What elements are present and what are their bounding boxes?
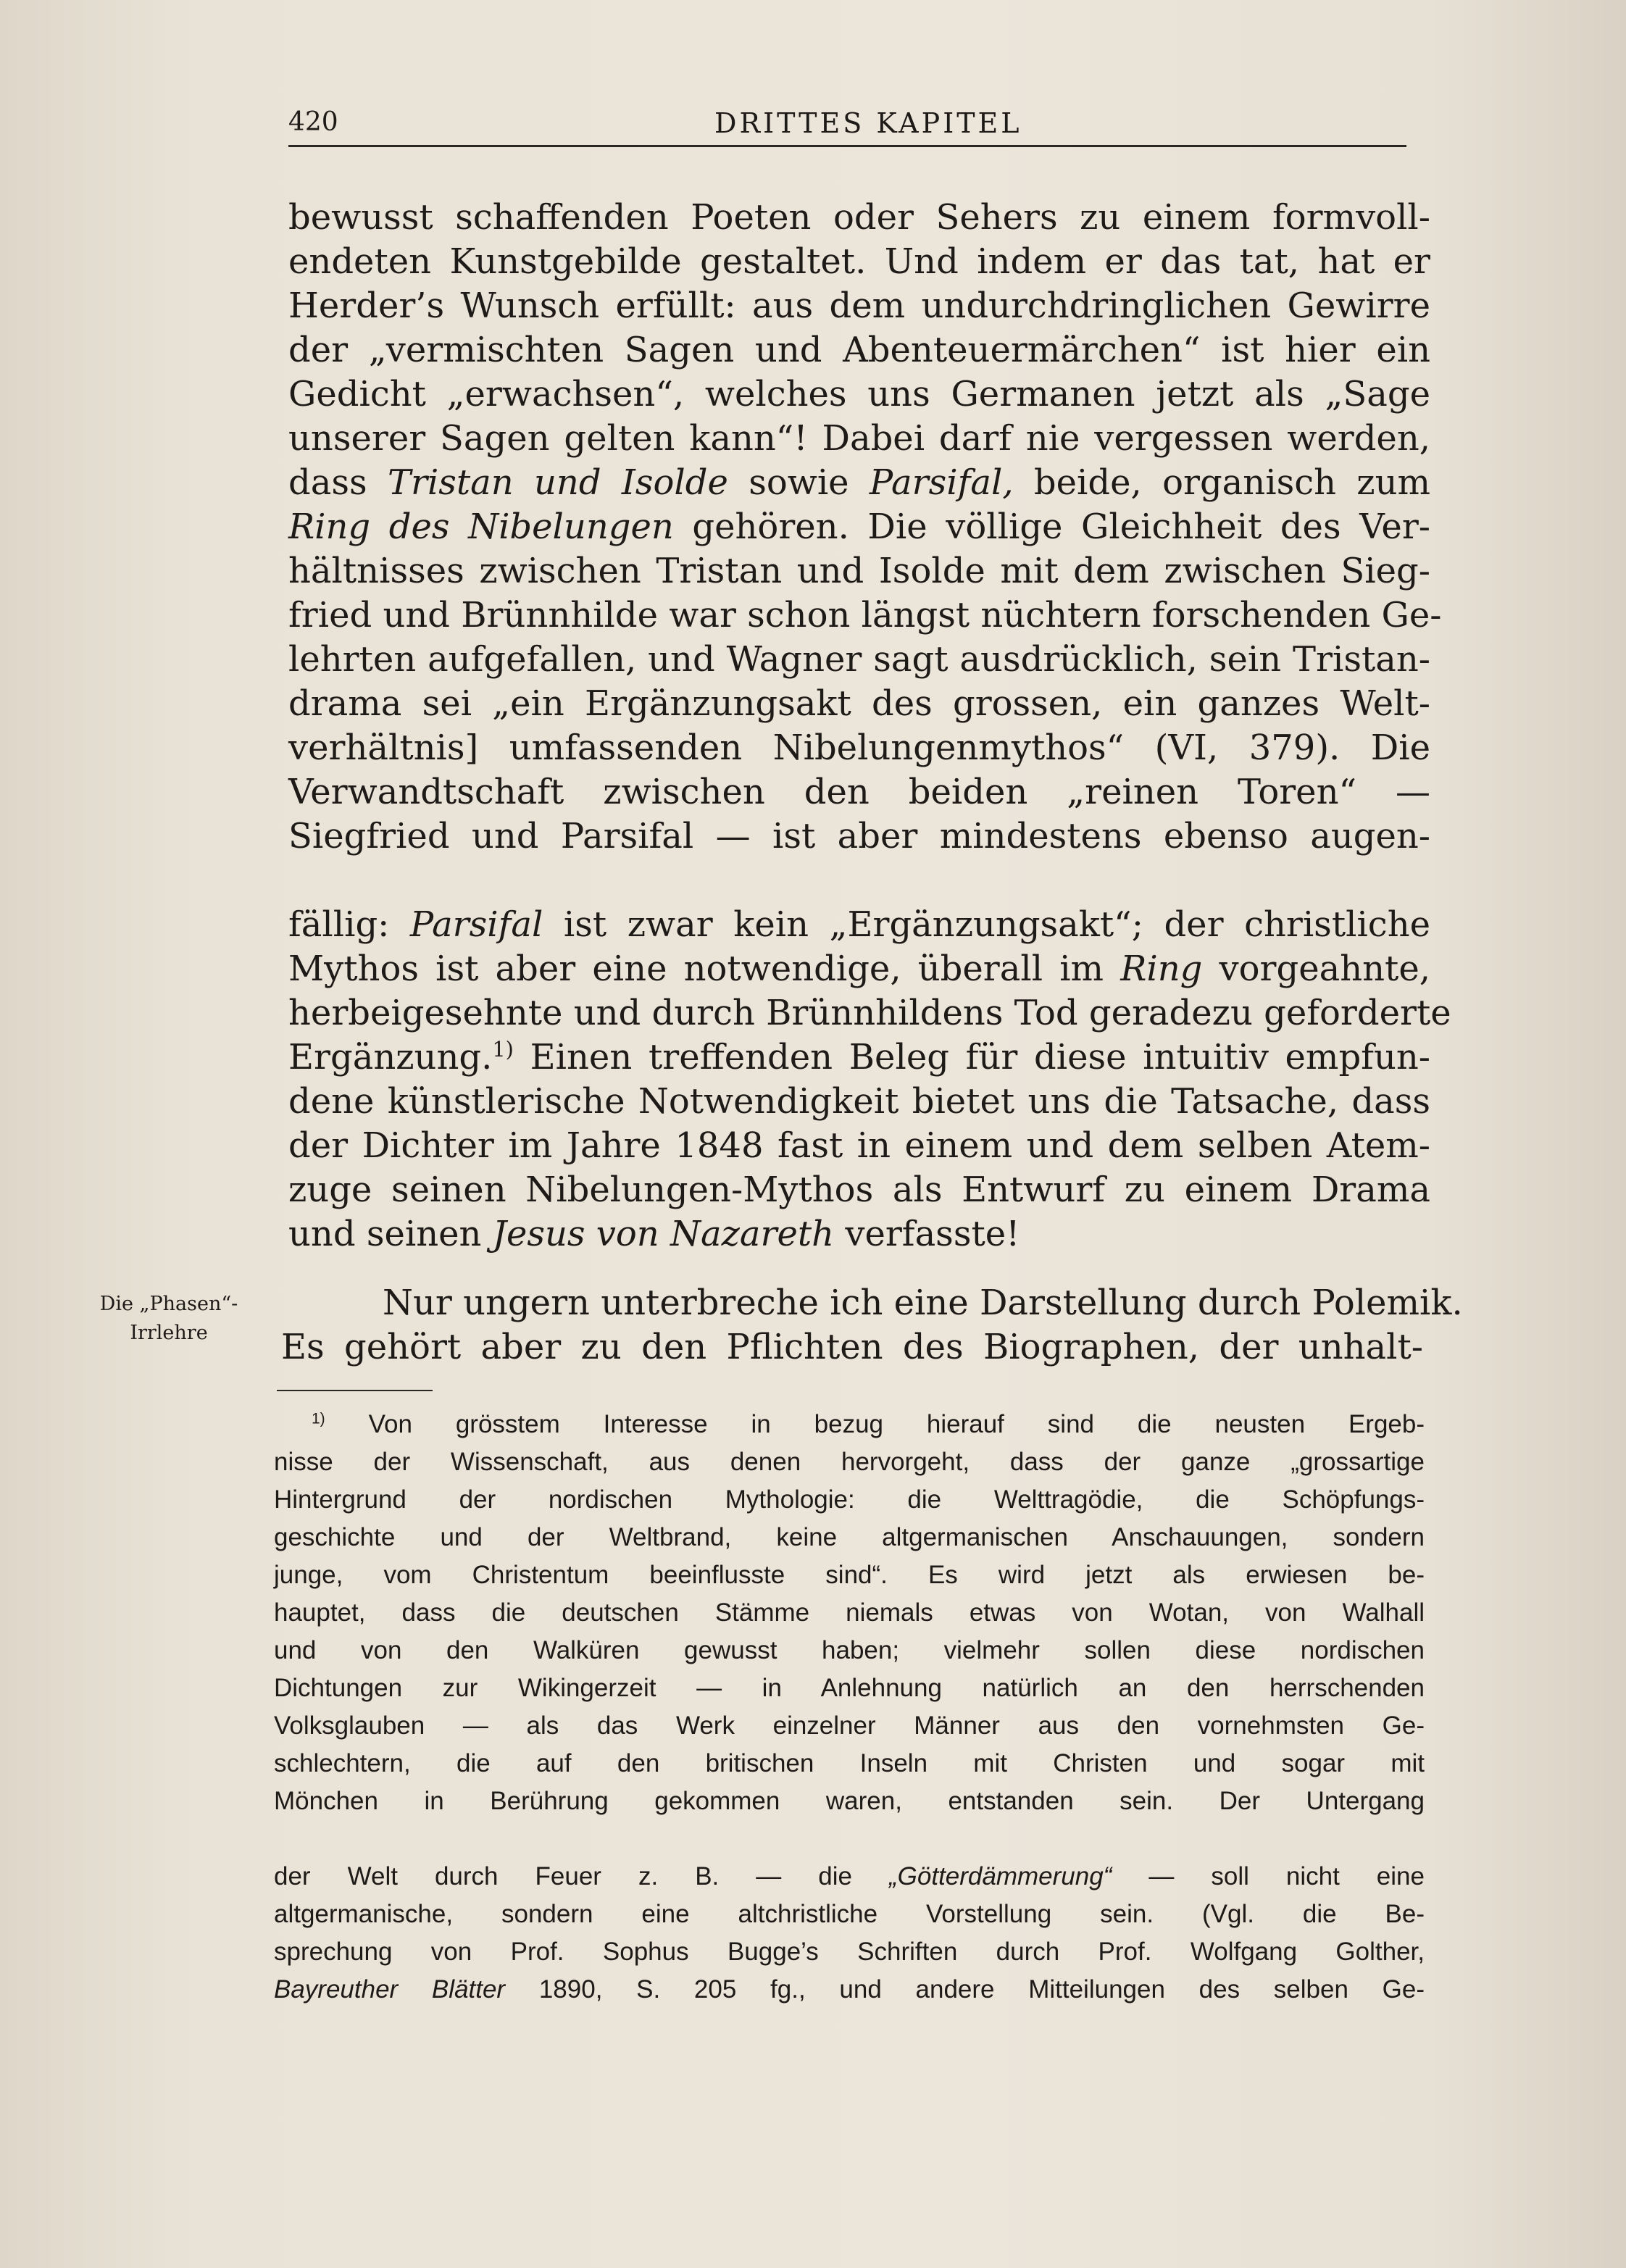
text-line: Gedicht „erwachsen“, welches uns Germanen jetzt als „Sage [288,374,1430,414]
text-line: Es gehört aber zu den Pflichten des Biographen, der unhalt- [281,1327,1423,1367]
paragraph-1 [288,196,1451,1256]
running-title: DRITTES KAPITEL [714,107,1022,139]
footnote-rule [277,1390,433,1391]
text-line: dass Tristan und Isolde sowie Parsifal, beide, organisch zum [288,462,1431,503]
footnote-line: altgermanische, sondern eine altchristliche Vorstellung sein. (Vgl. die Be- [274,1900,1425,1928]
text-line: hältnisses zwischen Tristan und Isolde mit dem zwischen Sieg- [288,551,1430,591]
text-line: herbeigesehnte und durch Brünnhildens Tod geradezu geforderte [288,993,1451,1033]
work-title: Parsifal [409,904,543,945]
text-line: Herder’s Wunsch erfüllt: aus dem undurchdringlichen Gewirre [288,285,1430,326]
work-title: Parsifal, [869,462,1014,503]
text-line: endeten Kunstgebilde gestaltet. Und indem er das tat, hat er [288,241,1430,282]
text-line: fried und Brünnhilde war schon längst nüchtern forschenden Ge- [288,595,1442,635]
work-title: „Götterdämmerung“ [889,1862,1112,1890]
text-line: fällig: Parsifal ist zwar kein „Ergänzungsakt“; der christliche [288,904,1431,945]
text-line: zuge seinen Nibelungen-Mythos als Entwurf zu einem Drama [288,1170,1430,1210]
text-line: Ring des Nibelungen gehören. Die völlige Gleichheit des Ver- [288,506,1431,547]
header-rule [288,145,1406,147]
footnote-line: Bayreuther Blätter 1890, S. 205 fg., und andere Mitteilungen des selben Ge- [274,1975,1425,2004]
work-title: Jesus von Nazareth [492,1214,835,1254]
text-line: drama sei „ein Ergänzungsakt des grossen, ein ganzes Welt- [288,683,1430,724]
footnote-line: Dichtungen zur Wikingerzeit — in Anlehnung natürlich an den herrschenden [274,1674,1425,1702]
text-line: Verwandtschaft zwischen den beiden „reinen Toren“ — [288,772,1430,812]
page-header [288,101,1419,145]
footnote-marker: 1) [492,1037,514,1062]
work-title: Bayreuther Blätter [274,1975,506,2004]
work-title: Ring des Nibelungen [288,506,674,547]
text-line: unserer Sagen gelten kann“! Dabei darf nie vergessen werden, [288,418,1430,459]
text-line [288,859,1430,903]
work-title: Tristan und Isolde [387,462,728,503]
text-line: lehrten aufgefallen, und Wagner sagt ausdrücklich, sein Tristan- [288,639,1430,680]
text-line: bewusst schaffenden Poeten oder Sehers zu einem formvoll- [288,197,1430,238]
footnote-marker: 1) [312,1410,325,1427]
footnote-line: geschichte und der Weltbrand, keine altgermanischen Anschauungen, sondern [274,1523,1425,1551]
footnote [274,1406,1425,2009]
text-line: und seinen Jesus von Nazareth verfasste! [288,1214,1020,1254]
footnote-line: und von den Walküren gewusst haben; vielmehr sollen diese nordischen [274,1636,1425,1664]
work-title: Ring [1120,949,1203,989]
footnote-line [274,1820,1425,1858]
page-number: 420 [288,107,338,137]
footnote-line: Hintergrund der nordischen Mythologie: die Welttragödie, die Schöpfungs- [274,1485,1425,1514]
footnote-line: Mönchen in Berührung gekommen waren, entstanden sein. Der Untergang [274,1787,1425,1815]
text-line: der Dichter im Jahre 1848 fast in einem und dem selben Atem- [288,1125,1430,1166]
text-line: der „vermischten Sagen und Abenteuermärchen“ ist hier ein [288,330,1430,370]
marginal-note: Die „Phasen“- Irrlehre [99,1293,238,1344]
footnote-line: schlechtern, die auf den britischen Inseln mit Christen und sogar mit [274,1749,1425,1777]
text-line: Mythos ist aber eine notwendige, überall im Ring vorgeahnte, [288,949,1431,989]
text-line: Nur ungern unterbreche ich eine Darstellung durch Polemik. [383,1283,1463,1323]
footnote-line: hauptet, dass die deutschen Stämme niemals etwas von Wotan, von Walhall [274,1598,1425,1627]
footnote-line: sprechung von Prof. Sophus Bugge’s Schriften durch Prof. Wolfgang Golther, [274,1938,1425,1966]
paragraph-2 [281,1281,1463,1369]
footnote-line: junge, vom Christentum beeinflusste sind“. Es wird jetzt als erwiesen be- [274,1561,1425,1589]
text-line: dene künstlerische Notwendigkeit bietet uns die Tatsache, dass [288,1081,1430,1122]
text-line: Siegfried und Parsifal — ist aber mindestens ebenso augen- [288,816,1430,856]
text-line: verhältnis] umfassenden Nibelungenmythos“ (VI, 379). Die [288,727,1430,768]
footnote-line: nisse der Wissenschaft, aus denen hervorgeht, dass der ganze „grossartige [274,1448,1425,1476]
footnote-line: der Welt durch Feuer z. B. — die „Götterdämmerung“ — soll nicht eine [274,1862,1425,1890]
text-line: Ergänzung.$^{1)}$ Einen treffenden Beleg für diese intuitiv empfun- [288,1037,1430,1077]
footnote-line: $^{1)}$ Von grösstem Interesse in bezug hierauf sind die neusten Ergeb- [312,1410,1425,1438]
footnote-line: Volksglauben — als das Werk einzelner Männer aus den vornehmsten Ge- [274,1712,1425,1740]
